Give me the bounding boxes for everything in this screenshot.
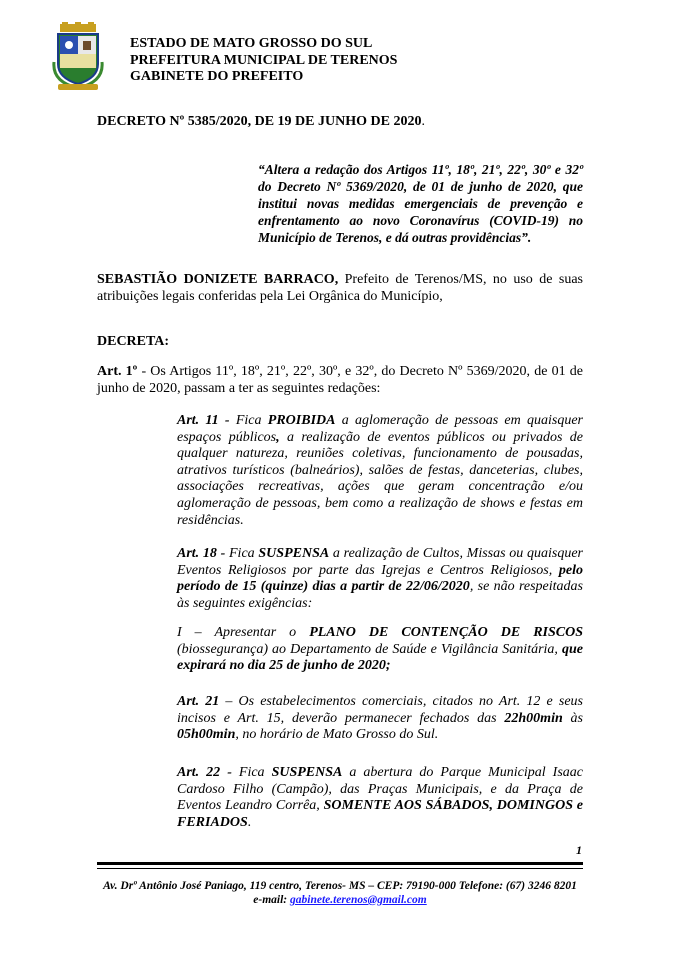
decree-ementa: “Altera a redação dos Artigos 11º, 18º, 21º, 22º, 30º e 32º do Decreto Nº 5369/2020, de 01 de junho de 2020, que institui novas medidas emergenciais de prevenção e enfrentamento ao novo Coronavírus (COVID-19) no Município de Terenos, e dá outras providências”.	[258, 162, 583, 245]
letterhead	[130, 36, 397, 86]
page-number: 1	[576, 843, 582, 857]
footer	[60, 879, 620, 907]
article-11: Art. 11 - Fica PROIBIDA a aglomeração de pessoas em quaisquer espaços públicos, a realização de eventos públicos ou privados de qualquer natureza, reuniões coletivas, funcionamento de pousadas, atrativos turísticos (balneários), salões de festas, danceterias, clubes, associações recreativas, ações que geram concentração e/ou aglomeração de pessoas, bem como a realização de shows e festas em residências.	[177, 413, 584, 528]
article-21: Art. 21 – Os estabelecimentos comerciais, citados no Art. 12 e seus incisos e Art. 15, deverão permanecer fechados das 22h00min às 05h00min, no horário de Mato Grosso do Sul.	[177, 694, 584, 743]
decreta-heading: DECRETA:	[97, 334, 170, 349]
article-18-item-1: I – Apresentar o PLANO DE CONTENÇÃO DE RISCOS (biossegurança) ao Departamento de Saúde e Vigilância Sanitária, que expirará no dia 25 de junho de 2020;	[177, 625, 583, 674]
article-1: Art. 1º - Os Artigos 11º, 18º, 21º, 22º, 30º, e 32º, do Decreto Nº 5369/2020, de 01 de junho de 2020, passam a ter as seguintes redações:	[97, 364, 583, 396]
letterhead-state: ESTADO DE MATO GROSSO DO SUL	[130, 36, 373, 51]
footer-email-line: e-mail: gabinete.terenos@gmail.com	[253, 894, 427, 906]
footer-rule-thin	[97, 868, 583, 869]
municipal-coat-of-arms-icon	[52, 22, 104, 92]
article-18: Art. 18 - Fica SUSPENSA a realização de Cultos, Missas ou quaisquer Eventos Religiosos por parte das Igrejas e Centros Religiosos, pelo período de 15 (quinze) dias a partir de 22/06/2020, se não respeitadas às seguintes exigências:	[177, 546, 584, 611]
footer-address: Av. Drº Antônio José Paniago, 119 centro, Terenos- MS – CEP: 79190-000 Telefone: (67) 3246 8201	[103, 880, 577, 892]
footer-email-link[interactable]: gabinete.terenos@gmail.com	[290, 894, 427, 906]
intro-paragraph: SEBASTIÃO DONIZETE BARRACO, Prefeito de Terenos/MS, no uso de suas atribuições legais conferidas pela Lei Orgânica do Município,	[97, 272, 583, 304]
mayor-name: SEBASTIÃO DONIZETE BARRACO,	[97, 272, 339, 287]
article-22: Art. 22 - Fica SUSPENSA a abertura do Parque Municipal Isaac Cardoso Filho (Campão), das Praças Municipais, e da Praça de Eventos Leandro Corrêa, SOMENTE AOS SÁBADOS, DOMINGOS e FERIADOS.	[177, 765, 584, 830]
footer-rule-thick	[97, 862, 583, 865]
letterhead-office: GABINETE DO PREFEITO	[130, 69, 304, 84]
decree-title: DECRETO Nº 5385/2020, DE 19 DE JUNHO DE 2020.	[97, 114, 425, 129]
letterhead-prefecture: PREFEITURA MUNICIPAL DE TERENOS	[130, 52, 398, 68]
